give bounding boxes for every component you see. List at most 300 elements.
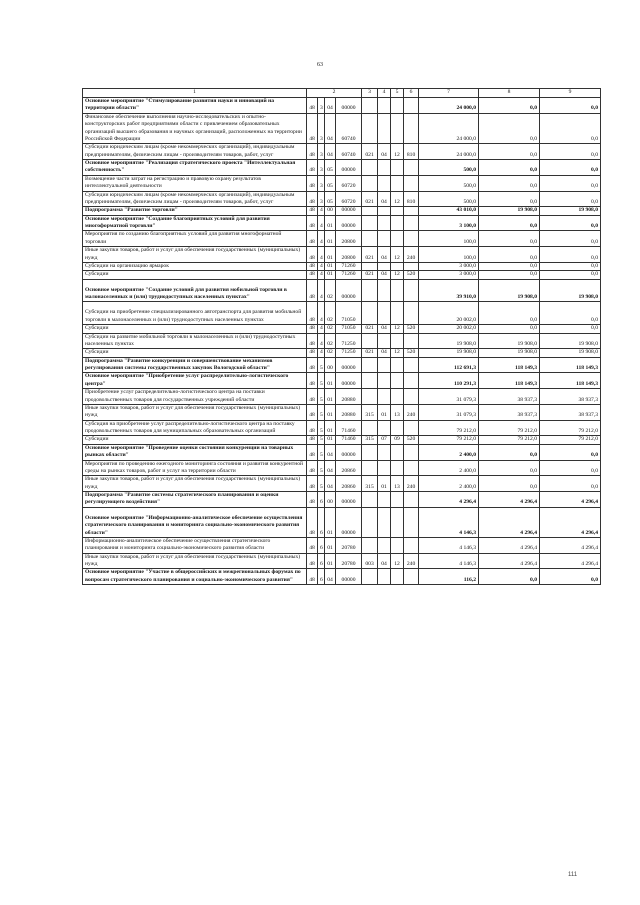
expense-type-cell: 240 [404, 476, 419, 492]
subprogram-code-cell: 6 [318, 553, 325, 569]
program-code-cell: 48 [307, 357, 318, 373]
section-code-cell [378, 357, 391, 373]
activity-code-cell: 00 [325, 492, 336, 508]
section-code-cell: 01 [378, 476, 391, 492]
program-code-cell: 48 [307, 247, 318, 263]
amount-col8-cell: 0,0 [479, 215, 540, 231]
amount-col7-cell: 31 079,3 [419, 389, 479, 405]
direction-code-cell: 00000 [336, 373, 362, 389]
admin-code-cell [362, 113, 378, 144]
activity-code-cell: 01 [325, 389, 336, 405]
amount-col9-cell: 4 296,4 [540, 553, 601, 569]
subsection-code-cell [391, 262, 404, 270]
subsection-code-cell: 12 [391, 325, 404, 333]
subprogram-code-cell: 3 [318, 160, 325, 176]
row-name-cell: Основное мероприятие "Создание благоприятных условий для развития многоформатной торговли" [83, 215, 307, 231]
subsection-code-cell [391, 175, 404, 191]
expense-type-cell [404, 569, 419, 585]
program-code-cell: 48 [307, 325, 318, 333]
amount-col9-cell: 118 149,3 [540, 373, 601, 389]
subprogram-code-cell: 4 [318, 231, 325, 247]
amount-col8-cell: 118 149,3 [479, 357, 540, 373]
activity-code-cell: 02 [325, 302, 336, 325]
amount-col9-cell: 0,0 [540, 175, 601, 191]
row-name-cell: Информационно-аналитическое обеспечение осуществления стратегического планирования и мониторинга социально-экономического развития области [83, 537, 307, 553]
row-name-cell: Субсидии [83, 436, 307, 444]
admin-code-cell: 315 [362, 476, 378, 492]
expense-type-cell: 810 [404, 191, 419, 207]
row-name-cell: Основное мероприятие "Создание условий для развития мобильной торговли в малонаселенных и (или) труднодоступных населенных пунктах" [83, 279, 307, 302]
section-code-cell [378, 444, 391, 460]
row-name-cell: Основное мероприятие "Участие в общероссийских и межрегиональных форумах по вопросам стратегического планирования и социально-экономического развития" [83, 569, 307, 585]
admin-code-cell [362, 207, 378, 215]
expense-type-cell: 520 [404, 325, 419, 333]
section-code-cell [378, 420, 391, 436]
table-row [83, 247, 601, 263]
table-row [83, 207, 601, 215]
amount-col9-cell: 0,0 [540, 113, 601, 144]
amount-col8-cell: 0,0 [479, 302, 540, 325]
program-code-cell: 48 [307, 444, 318, 460]
amount-col8-cell: 118 149,3 [479, 373, 540, 389]
admin-code-cell [362, 444, 378, 460]
column-header: 7 [419, 89, 479, 98]
program-code-cell: 48 [307, 113, 318, 144]
amount-col9-cell: 0,0 [540, 160, 601, 176]
table-row [83, 231, 601, 247]
admin-code-cell [362, 262, 378, 270]
admin-code-cell [362, 215, 378, 231]
amount-col7-cell: 19 908,0 [419, 333, 479, 349]
subprogram-code-cell: 3 [318, 191, 325, 207]
section-code-cell: 04 [378, 247, 391, 263]
section-code-cell [378, 569, 391, 585]
section-code-cell: 04 [378, 191, 391, 207]
table-row [83, 175, 601, 191]
direction-code-cell: 00000 [336, 492, 362, 508]
subprogram-code-cell: 4 [318, 262, 325, 270]
admin-code-cell [362, 507, 378, 537]
subprogram-code-cell: 4 [318, 271, 325, 279]
row-name-cell: Субсидии на организацию ярмарок [83, 262, 307, 270]
activity-code-cell: 04 [325, 144, 336, 160]
direction-code-cell: 60740 [336, 113, 362, 144]
amount-col8-cell: 0,0 [479, 113, 540, 144]
activity-code-cell: 01 [325, 404, 336, 420]
row-name-cell: Субсидии [83, 349, 307, 357]
program-code-cell: 48 [307, 373, 318, 389]
program-code-cell: 48 [307, 333, 318, 349]
footer-mark: 111 [568, 872, 578, 878]
activity-code-cell: 01 [325, 537, 336, 553]
row-name-cell: Возмещение части затрат на регистрацию и правовую охрану результатов интеллектуальной деятельности [83, 175, 307, 191]
admin-code-cell [362, 175, 378, 191]
subsection-code-cell [391, 389, 404, 405]
expense-type-cell: 240 [404, 404, 419, 420]
expense-type-cell [404, 444, 419, 460]
direction-code-cell: 71050 [336, 302, 362, 325]
program-code-cell: 48 [307, 262, 318, 270]
amount-col7-cell: 110 291,3 [419, 373, 479, 389]
subprogram-code-cell: 6 [318, 492, 325, 508]
direction-code-cell: 00000 [336, 569, 362, 585]
amount-col7-cell: 19 908,0 [419, 349, 479, 357]
program-code-cell: 48 [307, 160, 318, 176]
amount-col9-cell: 4 296,4 [540, 492, 601, 508]
amount-col9-cell: 118 149,3 [540, 357, 601, 373]
amount-col9-cell: 0,0 [540, 302, 601, 325]
amount-col9-cell: 0,0 [540, 325, 601, 333]
program-code-cell: 48 [307, 553, 318, 569]
section-code-cell: 04 [378, 271, 391, 279]
expense-type-cell [404, 492, 419, 508]
expense-type-cell [404, 420, 419, 436]
table-row [83, 444, 601, 460]
direction-code-cell: 20800 [336, 231, 362, 247]
amount-col8-cell: 0,0 [479, 476, 540, 492]
amount-col7-cell: 2 400,0 [419, 444, 479, 460]
amount-col8-cell: 79 212,0 [479, 420, 540, 436]
program-code-cell: 48 [307, 279, 318, 302]
amount-col8-cell: 4 296,4 [479, 492, 540, 508]
subsection-code-cell [391, 444, 404, 460]
direction-code-cell: 60740 [336, 144, 362, 160]
subsection-code-cell [391, 333, 404, 349]
subprogram-code-cell: 4 [318, 333, 325, 349]
direction-code-cell: 00000 [336, 160, 362, 176]
program-code-cell: 48 [307, 215, 318, 231]
amount-col9-cell: 38 937,3 [540, 389, 601, 405]
subsection-code-cell [391, 302, 404, 325]
direction-code-cell: 71460 [336, 420, 362, 436]
subsection-code-cell: 12 [391, 553, 404, 569]
subprogram-code-cell: 4 [318, 302, 325, 325]
amount-col8-cell: 79 212,0 [479, 436, 540, 444]
amount-col8-cell: 0,0 [479, 325, 540, 333]
activity-code-cell: 01 [325, 373, 336, 389]
subprogram-code-cell: 5 [318, 476, 325, 492]
amount-col8-cell: 4 296,4 [479, 537, 540, 553]
direction-code-cell: 00000 [336, 357, 362, 373]
subsection-code-cell [391, 569, 404, 585]
row-name-cell: Основное мероприятие "Информационно-аналитическое обеспечение осуществления стратегического планирования и мониторинга социально-экономического развития области" [83, 507, 307, 537]
table-row [83, 476, 601, 492]
amount-col7-cell: 500,0 [419, 160, 479, 176]
admin-code-cell [362, 492, 378, 508]
subsection-code-cell [391, 215, 404, 231]
program-code-cell: 48 [307, 507, 318, 537]
table-row [83, 191, 601, 207]
subsection-code-cell: 12 [391, 349, 404, 357]
subprogram-code-cell: 4 [318, 325, 325, 333]
section-code-cell: 07 [378, 436, 391, 444]
subprogram-code-cell: 3 [318, 175, 325, 191]
amount-col7-cell: 2 400,0 [419, 460, 479, 476]
amount-col9-cell: 0,0 [540, 271, 601, 279]
amount-col7-cell: 79 212,0 [419, 436, 479, 444]
amount-col9-cell: 0,0 [540, 98, 601, 114]
amount-col8-cell: 19 908,0 [479, 349, 540, 357]
amount-col7-cell: 100,0 [419, 231, 479, 247]
expense-type-cell [404, 507, 419, 537]
table-row [83, 144, 601, 160]
row-name-cell: Подпрограмма "Развитие конкуренции и совершенствование механизмов регулирования системы государственных закупок Вологодской области" [83, 357, 307, 373]
amount-col8-cell: 38 937,3 [479, 404, 540, 420]
expense-type-cell [404, 537, 419, 553]
amount-col7-cell: 3 100,0 [419, 215, 479, 231]
amount-col9-cell: 0,0 [540, 460, 601, 476]
table-row [83, 553, 601, 569]
subsection-code-cell [391, 279, 404, 302]
expense-type-cell [404, 460, 419, 476]
column-header: 5 [391, 89, 404, 98]
column-header: 6 [404, 89, 419, 98]
table-row [83, 160, 601, 176]
amount-col9-cell: 0,0 [540, 247, 601, 263]
program-code-cell: 48 [307, 98, 318, 114]
section-code-cell [378, 98, 391, 114]
expense-type-cell [404, 373, 419, 389]
admin-code-cell: 021 [362, 349, 378, 357]
section-code-cell [378, 279, 391, 302]
row-name-cell: Субсидии юридическим лицам (кроме некоммерческих организаций), индивидуальным предпринимателям, физическим лицам - производителям товаров, работ, услуг [83, 191, 307, 207]
table-row [83, 349, 601, 357]
table-row [83, 404, 601, 420]
amount-col7-cell: 24 000,0 [419, 113, 479, 144]
amount-col8-cell: 19 908,0 [479, 333, 540, 349]
admin-code-cell [362, 537, 378, 553]
amount-col7-cell: 4 146,3 [419, 537, 479, 553]
amount-col9-cell: 79 212,0 [540, 436, 601, 444]
subsection-code-cell [391, 231, 404, 247]
table-row [83, 271, 601, 279]
amount-col9-cell: 19 908,0 [540, 349, 601, 357]
expense-type-cell [404, 279, 419, 302]
subsection-code-cell: 12 [391, 247, 404, 263]
program-code-cell: 48 [307, 271, 318, 279]
row-name-cell: Субсидии [83, 271, 307, 279]
amount-col7-cell: 31 079,3 [419, 404, 479, 420]
amount-col7-cell: 500,0 [419, 191, 479, 207]
row-name-cell: Мероприятия по проведению ежегодного мониторинга состояния и развития конкурентной среды на рынках товаров, работ и услуг на территории области [83, 460, 307, 476]
subprogram-code-cell: 4 [318, 247, 325, 263]
subsection-code-cell [391, 207, 404, 215]
amount-col7-cell: 500,0 [419, 175, 479, 191]
column-header: 2 [307, 89, 362, 98]
program-code-cell: 48 [307, 231, 318, 247]
amount-col7-cell: 79 212,0 [419, 420, 479, 436]
expense-type-cell [404, 98, 419, 114]
amount-col9-cell: 38 937,3 [540, 404, 601, 420]
subsection-code-cell [391, 420, 404, 436]
expense-type-cell [404, 113, 419, 144]
activity-code-cell: 04 [325, 569, 336, 585]
subprogram-code-cell: 4 [318, 207, 325, 215]
section-code-cell [378, 373, 391, 389]
activity-code-cell: 05 [325, 160, 336, 176]
program-code-cell: 48 [307, 569, 318, 585]
section-code-cell [378, 507, 391, 537]
subprogram-code-cell: 5 [318, 460, 325, 476]
section-code-cell: 04 [378, 325, 391, 333]
amount-col9-cell: 0,0 [540, 191, 601, 207]
row-name-cell: Иные закупки товаров, работ и услуг для обеспечения государственных (муниципальных) нужд [83, 476, 307, 492]
table-row [83, 325, 601, 333]
program-code-cell: 48 [307, 144, 318, 160]
table-row [83, 436, 601, 444]
amount-col7-cell: 39 910,0 [419, 279, 479, 302]
admin-code-cell: 021 [362, 325, 378, 333]
activity-code-cell: 01 [325, 507, 336, 537]
admin-code-cell [362, 279, 378, 302]
subsection-code-cell [391, 113, 404, 144]
amount-col9-cell: 0,0 [540, 262, 601, 270]
subsection-code-cell [391, 507, 404, 537]
amount-col9-cell: 0,0 [540, 231, 601, 247]
amount-col8-cell: 0,0 [479, 262, 540, 270]
subsection-code-cell: 12 [391, 144, 404, 160]
row-name-cell: Подпрограмма "Развитие системы стратегического планирования и оценки регулирующего воздействия" [83, 492, 307, 508]
activity-code-cell: 05 [325, 175, 336, 191]
activity-code-cell: 02 [325, 325, 336, 333]
amount-col7-cell: 24 000,0 [419, 144, 479, 160]
budget-table [82, 88, 601, 585]
activity-code-cell: 04 [325, 98, 336, 114]
direction-code-cell: 60720 [336, 175, 362, 191]
section-code-cell [378, 113, 391, 144]
amount-col7-cell: 4 296,4 [419, 492, 479, 508]
admin-code-cell [362, 357, 378, 373]
direction-code-cell: 00000 [336, 98, 362, 114]
table-row [83, 215, 601, 231]
program-code-cell: 48 [307, 389, 318, 405]
activity-code-cell: 01 [325, 262, 336, 270]
program-code-cell: 48 [307, 404, 318, 420]
amount-col9-cell: 19 908,0 [540, 279, 601, 302]
column-header: 4 [378, 89, 391, 98]
program-code-cell: 48 [307, 420, 318, 436]
amount-col8-cell: 0,0 [479, 460, 540, 476]
subprogram-code-cell: 5 [318, 444, 325, 460]
amount-col8-cell: 4 296,4 [479, 553, 540, 569]
subsection-code-cell: 13 [391, 476, 404, 492]
direction-code-cell: 20880 [336, 404, 362, 420]
admin-code-cell: 021 [362, 191, 378, 207]
amount-col7-cell: 4 146,3 [419, 553, 479, 569]
direction-code-cell: 20860 [336, 460, 362, 476]
amount-col8-cell: 0,0 [479, 175, 540, 191]
subprogram-code-cell: 4 [318, 349, 325, 357]
row-name-cell: Подпрограмма "Развитие торговли" [83, 207, 307, 215]
table-row [83, 357, 601, 373]
row-name-cell: Приобретение услуг распределительно-логистического центра на поставки продовольственных товаров для государственных учреждений области [83, 389, 307, 405]
row-name-cell: Мероприятия по созданию благоприятных условий для развития многоформатной торговли [83, 231, 307, 247]
expense-type-cell [404, 333, 419, 349]
direction-code-cell: 71260 [336, 262, 362, 270]
amount-col8-cell: 0,0 [479, 231, 540, 247]
amount-col8-cell: 19 908,0 [479, 207, 540, 215]
amount-col8-cell: 0,0 [479, 247, 540, 263]
direction-code-cell: 00000 [336, 215, 362, 231]
amount-col7-cell: 20 002,0 [419, 302, 479, 325]
section-code-cell [378, 302, 391, 325]
activity-code-cell: 00 [325, 207, 336, 215]
section-code-cell [378, 460, 391, 476]
table-row [83, 113, 601, 144]
amount-col7-cell: 20 002,0 [419, 325, 479, 333]
amount-col7-cell: 2 400,0 [419, 476, 479, 492]
activity-code-cell: 01 [325, 215, 336, 231]
row-name-cell: Основное мероприятие "Реализация стратегического проекта "Интеллектуальная собственность" [83, 160, 307, 176]
table-row [83, 333, 601, 349]
section-code-cell [378, 492, 391, 508]
subprogram-code-cell: 6 [318, 507, 325, 537]
expense-type-cell: 520 [404, 271, 419, 279]
section-code-cell [378, 160, 391, 176]
program-code-cell: 48 [307, 436, 318, 444]
activity-code-cell: 01 [325, 271, 336, 279]
subprogram-code-cell: 6 [318, 537, 325, 553]
admin-code-cell [362, 460, 378, 476]
amount-col7-cell: 24 000,0 [419, 98, 479, 114]
amount-col9-cell: 19 908,0 [540, 207, 601, 215]
admin-code-cell: 021 [362, 144, 378, 160]
table-row [83, 262, 601, 270]
subprogram-code-cell: 5 [318, 404, 325, 420]
row-name-cell: Субсидия на приобретение услуг распределительно-логистического центра на поставку продовольственных товаров для муниципальных образовательных организаций [83, 420, 307, 436]
expense-type-cell [404, 231, 419, 247]
expense-type-cell: 520 [404, 349, 419, 357]
activity-code-cell: 00 [325, 357, 336, 373]
subsection-code-cell [391, 537, 404, 553]
row-name-cell: Основное мероприятие "Стимулирование развития науки и инноваций на территории области" [83, 98, 307, 114]
page-number: 63 [317, 62, 323, 68]
subprogram-code-cell: 3 [318, 98, 325, 114]
activity-code-cell: 04 [325, 444, 336, 460]
admin-code-cell [362, 569, 378, 585]
direction-code-cell: 20780 [336, 537, 362, 553]
subprogram-code-cell: 5 [318, 373, 325, 389]
table-row [83, 420, 601, 436]
amount-col7-cell: 4 146,3 [419, 507, 479, 537]
admin-code-cell [362, 160, 378, 176]
subsection-code-cell: 12 [391, 271, 404, 279]
activity-code-cell: 01 [325, 247, 336, 263]
subprogram-code-cell: 5 [318, 420, 325, 436]
amount-col7-cell: 116,2 [419, 569, 479, 585]
section-code-cell: 01 [378, 404, 391, 420]
subprogram-code-cell: 4 [318, 215, 325, 231]
direction-code-cell: 00000 [336, 279, 362, 302]
amount-col9-cell: 4 296,4 [540, 537, 601, 553]
amount-col7-cell: 112 691,3 [419, 357, 479, 373]
table-row [83, 569, 601, 585]
section-code-cell [378, 333, 391, 349]
expense-type-cell [404, 175, 419, 191]
amount-col9-cell: 19 908,0 [540, 333, 601, 349]
activity-code-cell: 05 [325, 191, 336, 207]
section-code-cell [378, 537, 391, 553]
amount-col8-cell: 0,0 [479, 444, 540, 460]
program-code-cell: 48 [307, 191, 318, 207]
amount-col8-cell: 0,0 [479, 569, 540, 585]
expense-type-cell: 240 [404, 553, 419, 569]
subsection-code-cell [391, 357, 404, 373]
activity-code-cell: 01 [325, 436, 336, 444]
program-code-cell: 48 [307, 349, 318, 357]
section-code-cell [378, 231, 391, 247]
admin-code-cell [362, 231, 378, 247]
